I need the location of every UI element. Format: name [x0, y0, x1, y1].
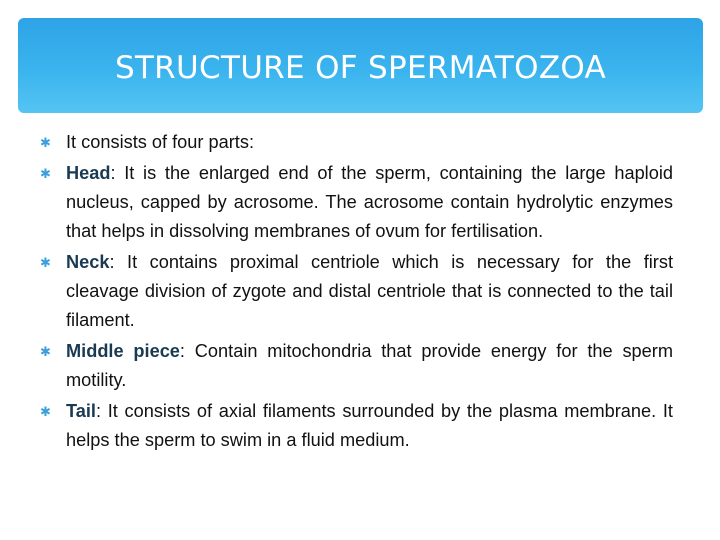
- asterisk-icon: ✱: [40, 135, 51, 150]
- bullet-item: [40, 248, 673, 335]
- title-banner: [18, 18, 703, 113]
- slide-title: STRUCTURE OF SPERMATOZOA: [114, 49, 607, 86]
- asterisk-icon: ✱: [40, 404, 51, 419]
- asterisk-icon: ✱: [40, 166, 51, 181]
- bullet-item: [40, 397, 673, 455]
- bullet-item: [40, 128, 673, 157]
- bullet-term: Tail: [66, 401, 96, 421]
- bullet-text: : It consists of axial filaments surrounded by the plasma membrane. It helps the sperm to swim in a fluid medium.: [66, 401, 673, 450]
- bullet-term: Middle piece: [66, 341, 180, 361]
- bullet-item: [40, 159, 673, 246]
- bullet-text: : It is the enlarged end of the sperm, containing the large haploid nucleus, capped by acrosome. The acrosome contain hydrolytic enzymes that helps in dissolving membranes of ovum for fertilisation.: [66, 163, 673, 241]
- bullet-text: : It contains proximal centriole which is necessary for the first cleavage division of zygote and distal centriole that is connected to the tail filament.: [66, 252, 673, 330]
- asterisk-icon: ✱: [40, 255, 51, 270]
- bullet-item: [40, 337, 673, 395]
- bullet-text: : Contain mitochondria that provide energy for the sperm motility.: [66, 341, 673, 390]
- bullet-list: [40, 128, 673, 457]
- bullet-term: Neck: [66, 252, 110, 272]
- bullet-text: It consists of four parts:: [66, 132, 255, 152]
- asterisk-icon: ✱: [40, 344, 51, 359]
- bullet-term: Head: [66, 163, 111, 183]
